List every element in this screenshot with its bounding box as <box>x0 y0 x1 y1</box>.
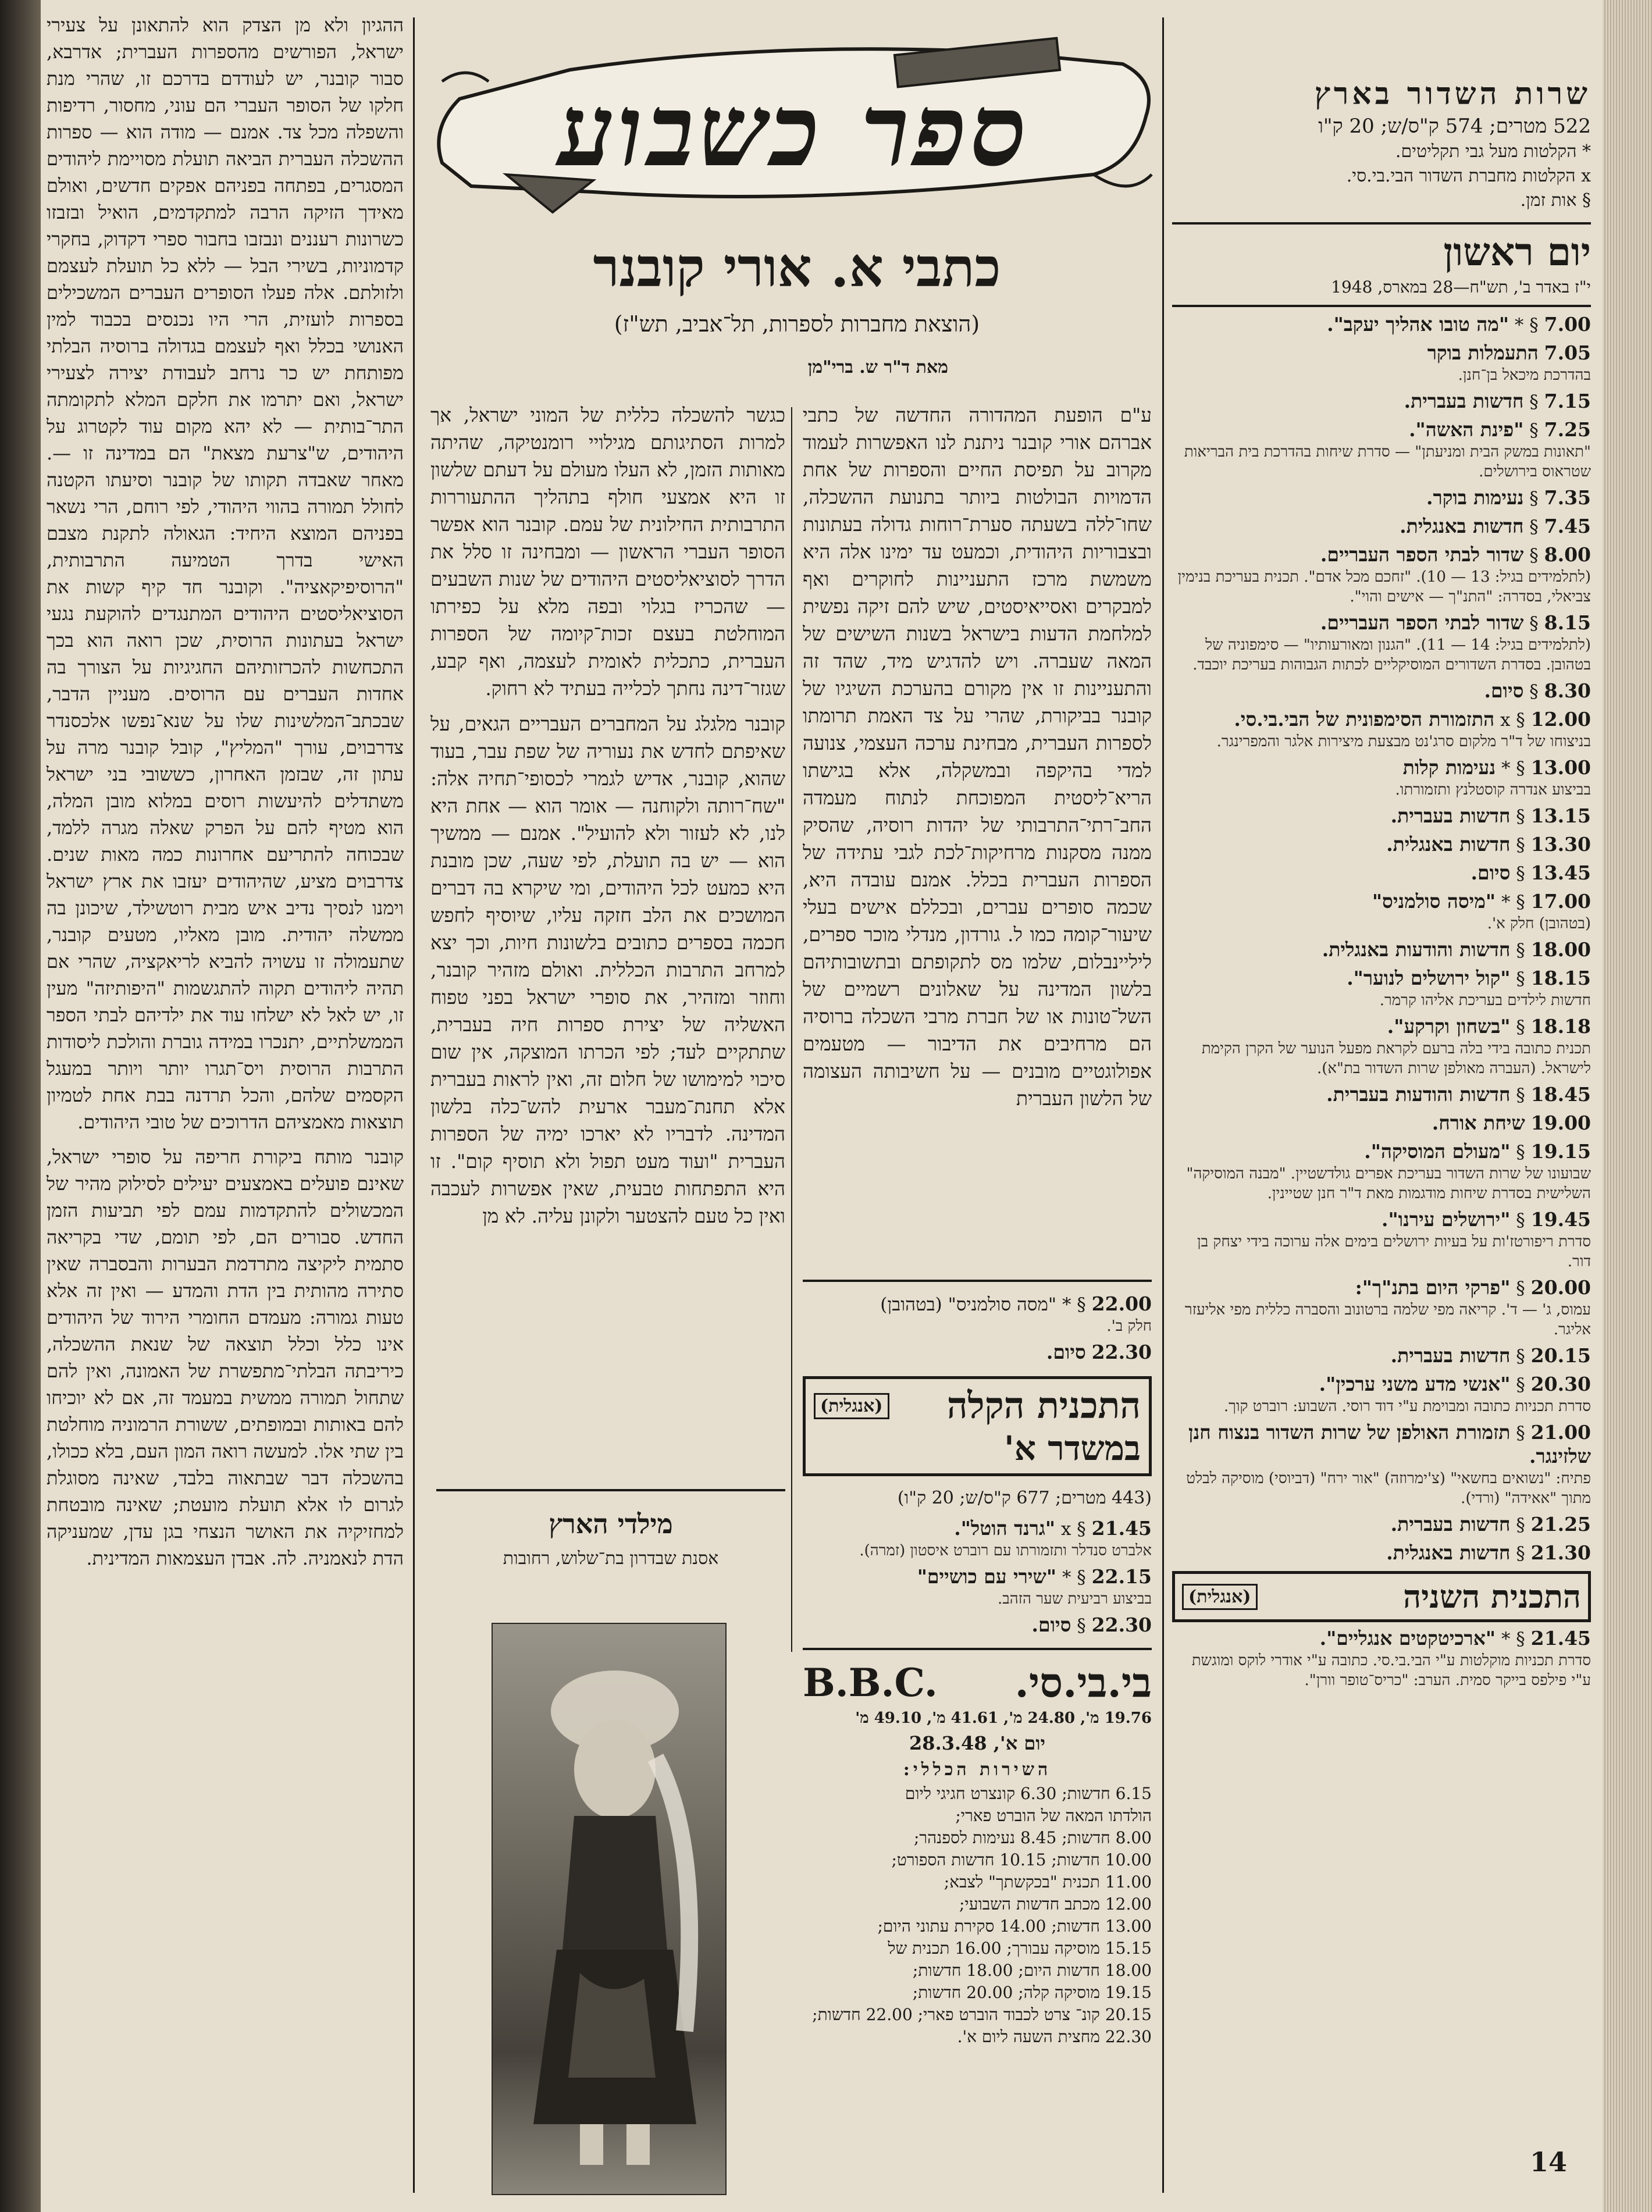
schedule-item <box>1172 1015 1591 1078</box>
bbc-title-he: בי.בי.סי. <box>1014 1658 1152 1707</box>
time: 8.15 <box>1544 611 1591 634</box>
bbc-line: הולדתו המאה של הוברט פארי; <box>955 1806 1152 1825</box>
title: "ירושלים עירנו". <box>1382 1208 1511 1231</box>
mark: § <box>1516 968 1525 989</box>
schedule-item <box>1172 1112 1591 1135</box>
article-col-a-p1: ע"ם הופעת המהדורה החדשה של כתבי אברהם אורי קובנר ניתנת לנו האפשרות לעמוד מקרוב על תפיסת החיים והספרות של אחת הדמויות הבולטות ביותר בתנועת ההשכלה, שחו־ללה בשעתה סערת־רוחות גדולה בעתונות ובצבוריות היהודית, וכמעט עד ימינו אלה היא משמשת מרכז התעניינות לחוקרים ואף למבקרים ואסייאיסטים, שיש להם זיקה נפשית למלחמת הדעות בישראל בשנות השישים של המאה שעברה. ויש להדגיש מיד, שהד זה והתעניינות זו אין מקורם בהערכת השיגיו של קובנר בביקורת, שהרי על צד האמת תרומתו לספרות העברית, מבחינת ערכה העצמי, צנועה למדי בהיקפה ובמשקלה, אלא בגישתו הריא־ליסטית המפוכחת לנתוח מעמדה החב־רתי־התרבותי של יהדות רוסיה, שהסיק ממנה מסקנות מרחיקות־לכת לגבי עתידה של הספרות העברית בכלל. אמנם עובדה היא, שכמה סופרים עברים, ובכללם אישים בעלי שיעור־קומה כמו ל. גורדון, מנדלי מוכר ספרים, ליליינבלום, שלמו מס לתקופתם ובתשובותיהם בלשון המדינה על שאלונים רשמיים של השל־טונות או של חברת מרבי השכלה ברוסיה הם מרחיבים את הדיבור — מטעמים אפולוגטיים מובנים — על חשיבותה העצומה של הלשון העברית <box>803 404 1152 1110</box>
schedule-item <box>1172 1276 1591 1340</box>
bbc-line: 13.00 חדשות; 14.00 סקירת עתוני היום; <box>877 1917 1152 1936</box>
legend-line: § אות זמן. <box>1520 190 1591 211</box>
title: חדשות והודעות בעברית. <box>1326 1083 1511 1106</box>
mark: § * <box>1062 1294 1086 1315</box>
light-program-sub: במשדר א' <box>1004 1429 1141 1468</box>
article-publisher: (הוצאת מחברות לספרות, תל־אביב, תש"ז) <box>614 311 980 337</box>
mark: § * <box>1501 1629 1525 1650</box>
time: 20.00 <box>1530 1276 1591 1299</box>
sub: פתיח: "נשואים בחשאי" (צ'ימרוזה) "אור ירח" (דביוסי) מוסיקה לבלט מתוך "אאידה" (ורדי). <box>1186 1470 1591 1507</box>
title: התזמורת הסימפונית של הבי.בי.סי. <box>1234 708 1495 731</box>
sub: בניצוחו של ד"ר מלקום סרג'נט מבצעת מיצירות אלגר והמפרינגר. <box>1216 733 1591 750</box>
title: "פרקי היום בתנ"ך": <box>1355 1276 1511 1299</box>
bbc-date: 28.3.48 <box>909 1732 987 1754</box>
bbc-schedule <box>803 1783 1152 2048</box>
title: חדשות בעברית. <box>1390 1344 1511 1367</box>
mark: § <box>1516 1142 1525 1163</box>
time: 18.00 <box>1530 938 1591 961</box>
legend <box>1172 140 1591 213</box>
title: "גרנד הוטל". <box>954 1517 1056 1540</box>
mark: § <box>1516 1543 1525 1564</box>
schedule-item <box>803 1613 1152 1637</box>
legend-line: x הקלטות מחברת השדור הבי.בי.סי. <box>1346 166 1591 186</box>
bbc-title-en: B.B.C. <box>803 1660 938 1705</box>
time: 18.45 <box>1530 1083 1591 1106</box>
time: 7.05 <box>1544 341 1591 364</box>
mark: § <box>1529 613 1539 634</box>
mark: § <box>1516 1210 1525 1231</box>
bbc-line: 22.30 מחצית השעה ליום א'. <box>957 2027 1152 2046</box>
day1-date: י"ז באדר ב', תש"ח—28 במארס, 1948 <box>1331 277 1591 297</box>
schedule-item <box>1172 1373 1591 1416</box>
bbc-line: 6.15 חדשות; 6.30 קונצרט חגיגי ליום <box>905 1784 1152 1803</box>
article-column-a <box>803 401 1152 1379</box>
page-number: 14 <box>1530 2146 1568 2178</box>
schedule-item <box>1172 1208 1591 1271</box>
mark: § <box>1516 806 1525 827</box>
title: "שירי עם כושיים" <box>917 1565 1057 1588</box>
time: 21.45 <box>1530 1627 1591 1650</box>
mark: § * <box>1514 315 1539 336</box>
schedule-item <box>1172 543 1591 607</box>
time: 19.45 <box>1530 1208 1591 1231</box>
mark: § <box>1516 835 1525 856</box>
column-divider <box>791 407 792 1652</box>
title: תזמורת האולפן של שרות השדור בנצוח חנן שלזינגר. <box>1188 1421 1591 1467</box>
mark: § <box>1529 420 1539 441</box>
time: 21.00 <box>1530 1421 1591 1444</box>
rule <box>803 1280 1152 1282</box>
bbc-day: יום א', <box>993 1732 1045 1754</box>
time: 7.00 <box>1544 313 1591 336</box>
rule <box>1172 305 1591 307</box>
page-stack-edge <box>1603 0 1652 2212</box>
article-col-a-schedule <box>803 1280 1152 2048</box>
sub: תכנית כתובה בידי בלה ברעם לקראת מפעל הנוער של הקרן הקימת לישראל. (העברה מאולפן שרות השדור בת"א). <box>1201 1040 1591 1077</box>
bbc-line: 11.00 תכנית "בכקשתך" לצבא; <box>944 1872 1152 1892</box>
schedule-item <box>1172 708 1591 751</box>
time: 22.00 <box>1091 1292 1152 1315</box>
sub: בביצוע אנדרה קוסטלנץ ותזמורתו. <box>1395 781 1591 799</box>
legend-line: * הקלטות מעל גבי תקליטים. <box>1395 141 1591 162</box>
schedule-item <box>1172 515 1591 539</box>
title: "ארכיטקטים אנגליים". <box>1319 1627 1496 1650</box>
article-header <box>436 236 1158 381</box>
light-program-freq: (443 מטרים; 677 ק"ס/ש; 20 ק"ו) <box>897 1488 1152 1508</box>
second-program-box <box>1172 1571 1591 1622</box>
mark: § x <box>1500 710 1525 731</box>
schedule-item <box>1172 967 1591 1010</box>
article-col-b-p2: קובנר מלגלג על המחברים העבריים הגאים, על שאיפתם לחדש את נעוריה של שפת עבר, בעוד שהוא, קובנר, אדיש לגמרי לכסופי־תחיה אלה: "שח־רותה ולקוחנה — אומר הוא — אחת היא לנו, לא לעזור ולא להועיל". אמנם — ממשיך הוא — יש בה תועלת, לפי שעה, שכן מובנת היא כמעט לכל היהודים, ומי שיקרא בה דברים המושכים את הלב חזקה עליו, שיוסיף לחפש חכמה בספרים כתובים בלשונות חיות, וכך יצא למרחב התרבות הכללית. ואולם מזהיר קובנר, וחוזר ומזהיר, את סופרי ישראל בפני טפוח האשליה של יצירת ספרות חיה בעברית, שתתקיים לעד; לפי הכרתו המוצקה, אין שום סיכוי למימושו של חלום זה, ואין לראות בעברית אלא תחנת־מעבר ארעית להש־כלה בלשון המדינה. לדבריו לא יארכו ימיה של הספרות העברית "ועוד מעט תפול ולא תוסיף קום". זו היא התפתחות טבעית, שאין אפשרות לעכבה ואין כל טעם להצטער ולקונן עליה. לא מן <box>430 713 785 1227</box>
mark: § <box>1529 681 1539 702</box>
article-title: כתבי א. אורי קובנר <box>593 236 1001 299</box>
title: חדשות בעברית. <box>1390 1513 1511 1536</box>
children-title: מילדי הארץ <box>549 1508 673 1540</box>
mark: § <box>1529 488 1539 509</box>
time: 21.25 <box>1530 1513 1591 1536</box>
bbc-line: 19.15 מוסיקה קלה; 20.00 חדשות; <box>912 1983 1152 2002</box>
bbc-freqs: 19.76 מ', 24.80 מ', 41.61 מ', 49.10 מ' <box>855 1709 1152 1727</box>
bbc-line: 15.15 מוסיקה עבורך; 16.00 תכנית של <box>888 1939 1152 1958</box>
schedule-item <box>1172 1513 1591 1537</box>
time: 18.15 <box>1530 967 1591 989</box>
title: "אנשי מדע משני ערכין". <box>1319 1373 1511 1395</box>
sub: (לתלמידים בגיל: 13 — 10). "זחכם מכל אדם". תכנית בעריכת בנימין צביאלי, בסדרה: "התנ"ך — אישים והוי". <box>1177 568 1591 605</box>
bbc-line: 10.00 חדשות; 10.15 חדשות הספורט; <box>891 1850 1152 1869</box>
schedule-item <box>803 1292 1152 1336</box>
schedule-item <box>803 1565 1152 1609</box>
time: 21.30 <box>1530 1541 1591 1564</box>
bbc-header <box>803 1658 1152 1707</box>
article-column-b <box>430 401 785 1466</box>
title: "פינת האשה". <box>1409 418 1524 441</box>
title: "מסה סולמניס" (בטהובן) <box>880 1294 1057 1315</box>
time: 8.30 <box>1544 679 1591 702</box>
mark: § * <box>1062 1567 1086 1588</box>
time: 22.15 <box>1091 1565 1152 1588</box>
service-name: שרות השדור בארץ <box>1314 76 1591 112</box>
mark: § <box>1516 1374 1525 1395</box>
schedule-item <box>1172 313 1591 337</box>
mark: § <box>1516 940 1525 961</box>
light-program-box <box>803 1376 1152 1476</box>
day1-schedule-list <box>1172 313 1591 1565</box>
article-col-c-p2: קובנר מותח ביקורת חריפה על סופרי ישראל, שאינם פועלים באמצעים יעילים לסילוק מהיר של המכשולים להתקדמות עמם לפי תביעות הזמן החדש. סבורים הם, לפי תומם, שדי בקריאה סתמית ליקיצה מתרדמת הבערות והבסברה שאין סתירה מהותית בין הדת והמדע — ואין זה אלא טעות גמורה: מעמדם החומרי הירוד של היהודים אינו כלל וכלל תוצאה של שנאת ההשכלה, כיריבתה הבלתי־מתפשרת של האמונה, ואין להם שתחול תמורה ממשית במעמד זה, אם לא יוכיחו להם באותות ובמופתים, ששורת הרמוניה מוחלטת בין שתי אלו. למעשה רואה המון העם, בלא ככולו, בהשכלה דבר שבתאוה בלבד, שאינה מסוגלת לגרום לו אלא תועלת מועטת; שאינה מובטחת למחזיקיה את האושר הנצחי בגן עדן, שמעניקה הדת לנאמניה. לה. אבדן העצמאות המדינית. <box>47 1146 404 1569</box>
schedule-item <box>1172 1344 1591 1368</box>
mark: § <box>1529 517 1539 537</box>
title: חדשות בעברית. <box>1390 804 1511 827</box>
schedule-item <box>1172 938 1591 962</box>
time: 13.15 <box>1530 804 1591 827</box>
title: סיום. <box>1031 1613 1071 1636</box>
mark: § <box>1516 863 1525 884</box>
title: שדור לבתי הספר העבריים. <box>1320 611 1524 634</box>
schedule-item <box>1172 1541 1591 1565</box>
time: 18.18 <box>1530 1015 1591 1038</box>
mark: § <box>1516 1085 1525 1106</box>
article-col-c-p1: ההגיון ולא מן הצדק הוא להתאונן על צעירי ישראל, הפורשים מהספרות העברית; אדרבא, סבור קובנר, יש לעודדם בדרכם זו, שהרי מנת חלקו של הסופר העברי הם עוני, מחסור, רדיפות והשפלה מכל צד. אמנם — מודה הוא — ספרות ההשכלה העברית הביאה תועלת מסויימת ליהודים המסגרים, בפתחה בפניהם אפקים חדשים, ואולם מאידך הזיקה הרבה למתקדמים, הואיל ובזבזו כשרונות רעננים ונבזבו בחבור ספרי דקדוק, בחקרי קדמוניות, בשירי הבל — ללא כל תועלת לעצמם ולזולתם. אלה פעלו הסופרים העברים המשכילים בספרות לועזית, הרי היו נכנסים בכבוד למין האנושי בכלל ואף לעצמם בגדולה ברוסיה הבלתי מפותחת יש כר נרחב לעבודת יצירה לצעירי ישראל, ואם יתרמו את חלקם המלא לתקומתה התר־בותית — לא יהא מקום עוד לקטרוג על היהודים, ש"צרעת מצאת" הם במדינה זו —. מאחר שאבדה תקותו של קובנר וסיעתו הקטנה לחולל תמורה בהווי היהודי, לפי רוחם, הרי נשאר בפניהם המוצא היחיד: הגאולה לתקנת מצבם האישי בדרך הטמיעה התרבותית, "הרוסיפיקאציה". וקובנר חד קיף קשות את הסוציאליסטים היהודים המתנגדים להוקעת נגעי ישראל בעתונות הרוסית, שכן רואה הוא בכך התכחשות להכרזותיהם החגיגיות על הצורך בה אחדות העברים עם הרוסים. מעניין הדבר, שבכתב־המלשינות שלו על שנא־נפשו אלכסנדר צדרבוים, עורך "המליץ", קובל קובנר מרה על עתון זה, שבזמן האחרון, כששובי בני ישראל משתדלים להיעשות רוסים במלוא מובן המלה, הוא מטיף להם על הפרק שאלה מגרה ללמד, שבכוחה להתריעם אחרונות כמה מאות שנים. צדרבוים מציע, שהיהודים יעזבו את ארץ ישראל וימנו לנסיך נדיב איש מבית רוטשילד, שיכונן בה ממשלה יהודית. מובן מאליו, מטעים קובנר, שתעמולה זו עשויה להביא לריאקציה, שהרי אם תהיה ליהודים תקוה להתגשמות "היפותיזה" מעין זו, יש לאל לא ישלחו עוד את ילדיהם לבתי הספר הממשלתיים, יתנכרו במידה גוברת והולכת ליסודות התרבות הרוסית ויס־תגרו יותר ויותר במעגל הקסמים שלהם, והכל תרדנה בבת אחת לטמיון תוצאות מאמציהם הדרוכים של טובי היהודים. <box>47 14 404 1133</box>
mark: § <box>1516 1346 1525 1367</box>
title: נעימות בוקר. <box>1426 486 1524 509</box>
schedule-item <box>1172 756 1591 800</box>
sub: חלק ב'. <box>1106 1317 1152 1335</box>
title: סיום. <box>1484 679 1524 702</box>
children-section <box>436 1489 785 2199</box>
rule <box>1172 222 1591 225</box>
schedule-item <box>1172 1083 1591 1107</box>
sub: סדרת ריפורטז'ות על בעיות ירושלים בימים אלה ערוכה בידי יצחק בן דור. <box>1197 1233 1591 1270</box>
bbc-line: 12.00 מכתב חדשות השבועי; <box>959 1894 1152 1914</box>
schedule-item <box>1172 611 1591 675</box>
title: "קול ירושלים לנוער". <box>1347 967 1511 989</box>
children-caption: אסנת שבדרון בת־שלוש, רחובות <box>503 1548 719 1569</box>
title: סיום. <box>1046 1341 1086 1363</box>
sub: חדשות לילדים בעריכת אליהו קרמר. <box>1379 992 1591 1009</box>
title: "מעולם המוסיקה". <box>1364 1140 1511 1163</box>
title: חדשות באנגלית. <box>1386 1541 1511 1564</box>
mark: § <box>1516 1017 1525 1038</box>
schedule-item <box>1172 890 1591 934</box>
title: נעימות קלות <box>1402 756 1496 779</box>
title: חדשות בעברית. <box>1404 390 1524 412</box>
children-top-rule <box>436 1489 785 1491</box>
mark: § <box>1529 391 1539 412</box>
title: "מה טובו אהליך יעקב". <box>1327 313 1509 336</box>
time: 13.30 <box>1530 833 1591 856</box>
column-divider <box>1162 17 1164 2193</box>
schedule-item <box>1172 833 1591 857</box>
second-program-tag: (אנגלית) <box>1182 1584 1258 1610</box>
title: חדשות באנגלית. <box>1400 515 1524 537</box>
bbc-section: השירות הכללי: <box>903 1759 1052 1780</box>
schedule-item <box>1172 1421 1591 1508</box>
second-program-list <box>1172 1627 1591 1690</box>
title: חדשות והודעות באנגלית. <box>1322 938 1511 961</box>
bbc-line: 18.00 חדשות היום; 18.00 חדשות; <box>912 1961 1152 1980</box>
light-program-tag: (אנגלית) <box>814 1393 889 1419</box>
schedule-item <box>1172 1140 1591 1203</box>
logo-text: ספר כשבוע <box>558 73 1030 189</box>
mark: § * <box>1501 892 1525 913</box>
schedule-item <box>803 1341 1152 1365</box>
child-photo <box>492 1623 727 2195</box>
time: 22.30 <box>1091 1341 1152 1363</box>
sub: סדרת תכניות כתובה ומבוימת ע"י דוד רוסי. השבוע: רוברט קוך. <box>1223 1398 1591 1415</box>
sub: שבועונו של שרות השדור בעריכת אפרים גולדשטיין. "מבנה המוסיקה" השלישית בסדרת שיחות מודגמות מאת ד"ר חנן שטיינין. <box>1186 1165 1591 1202</box>
time: 22.30 <box>1091 1613 1152 1636</box>
sub: סדרת תכניות מוקלטות ע"י הבי.בי.סי. כתובה ע"י אודרי לוקס ומוגשת ע"י פילפס בייקר סמית. הערב: "כריס־טופר וורן". <box>1191 1652 1591 1689</box>
time: 19.15 <box>1530 1140 1591 1163</box>
mark: § <box>1516 1423 1525 1444</box>
schedule-item <box>1172 804 1591 828</box>
title: "מיסה סולמניס" <box>1372 890 1496 913</box>
time: 7.25 <box>1544 418 1591 441</box>
mark: § x <box>1060 1519 1086 1540</box>
second-program-title: התכנית השניה <box>1403 1578 1581 1615</box>
mark: § <box>1529 545 1539 566</box>
schedule-item <box>1172 390 1591 414</box>
column-divider <box>413 17 415 2193</box>
service-freq: 522 מטרים; 574 ק"ס/ש; 20 ק"ו <box>1318 115 1591 138</box>
time: 13.00 <box>1530 756 1591 779</box>
book-of-week-logo <box>419 29 1169 221</box>
title: "בשחון וקרקע". <box>1387 1015 1511 1038</box>
schedule-column <box>1172 76 1591 2170</box>
time: 21.45 <box>1091 1517 1152 1540</box>
time: 8.00 <box>1544 543 1591 566</box>
schedule-item <box>1172 418 1591 482</box>
time: 19.00 <box>1530 1112 1591 1134</box>
sub: (לתלמידים בגיל: 14 — 11). "הגנון ומאורעותיו" — סימפוניה של בטהובן. בסדרת השדורים המוסיקליים לכתות הגבוהות בעריכת יוכבד. <box>1192 636 1591 674</box>
title: שדור לבתי הספר העבריים. <box>1320 543 1524 566</box>
title: שיחת אורח. <box>1432 1112 1525 1134</box>
bbc-date-line <box>803 1729 1152 1757</box>
mark: § <box>1077 1615 1086 1636</box>
schedule-item <box>1172 679 1591 703</box>
sub: אלברט סנדלר ותזמורתו עם רוברט איסטון (זמרה). <box>859 1542 1152 1559</box>
book-binding-shadow <box>0 0 41 2212</box>
time: 7.35 <box>1544 486 1591 509</box>
title: חדשות באנגלית. <box>1386 833 1511 856</box>
schedule-item <box>1172 861 1591 885</box>
sub: בביצוע רביעית שער הזהב. <box>997 1590 1152 1608</box>
sub: "תאונות במשק הבית ומניעתן" — סדרת שיחות בהדרכת בית הבריאות שטראוס בירושלים. <box>1184 443 1591 480</box>
schedule-item <box>1172 486 1591 510</box>
time: 7.45 <box>1544 515 1591 537</box>
sub: בהדרכת מיכאל בן־חנן. <box>1458 366 1591 384</box>
light-program-title: התכנית הקלה <box>946 1384 1141 1427</box>
article-col-b-p1: כגשר להשכלה כללית של המוני ישראל, אך למרות הסתיגותם מגילויי רומנטיקה, שהיתה מאותות הזמן, לא העלו מעולם על דעתם שלשון זו היא אמצעי חולף בתהליך ההתעוררות התרבותית החילונית של עמם. קובנר הוא אפשר הסופר העברי הראשון — ומבחינה זו סלל את הדרך לסוציאליסטים היהודים של שנות השבעים — שהכריז בגלוי ובפה מלא על כפירתו המוחלטת בעצם זכות־קיומה של הספרות העברית, כתכלית לאומית לעצמה, ואף קבע, שגזר־דינה נחתך לכלייה בעתיד לא רחוק. <box>430 404 785 700</box>
time: 7.15 <box>1544 390 1591 412</box>
title: התעמלות בוקר <box>1427 341 1539 364</box>
sub: (בטהובן) חלק א'. <box>1487 915 1591 932</box>
schedule-item <box>1172 341 1591 385</box>
schedule-item <box>803 1517 1152 1561</box>
light-program-list <box>803 1517 1152 1637</box>
time: 20.15 <box>1530 1344 1591 1367</box>
sub: עמוס, ג' — ד'. קריאה מפי שלמה ברטונוב והסברה כללית מפי אליעזר אליגר. <box>1184 1301 1591 1338</box>
time: 17.00 <box>1530 890 1591 913</box>
title: סיום. <box>1471 861 1511 884</box>
mark: § <box>1516 1278 1525 1299</box>
newspaper-page <box>41 0 1603 2212</box>
article-author: מאת ד"ר ש. ברי"מן <box>807 357 948 377</box>
bbc-line: 8.00 חדשות; 8.45 נעימות לספנהר; <box>913 1828 1152 1847</box>
mark: § <box>1516 1515 1525 1536</box>
child-figure-icon <box>493 1624 725 2194</box>
schedule-item <box>1172 1627 1591 1690</box>
time: 12.00 <box>1530 708 1591 731</box>
bbc-line: 20.15 קונ־ צרט לכבוד הוברט פארי; 22.00 חדשות; <box>812 2005 1152 2024</box>
time: 13.45 <box>1530 861 1591 884</box>
day1-title: יום ראשון <box>1443 229 1591 275</box>
time: 20.30 <box>1530 1373 1591 1395</box>
article-column-left <box>41 0 413 2210</box>
rule <box>803 1648 1152 1650</box>
mark: § * <box>1501 758 1525 779</box>
